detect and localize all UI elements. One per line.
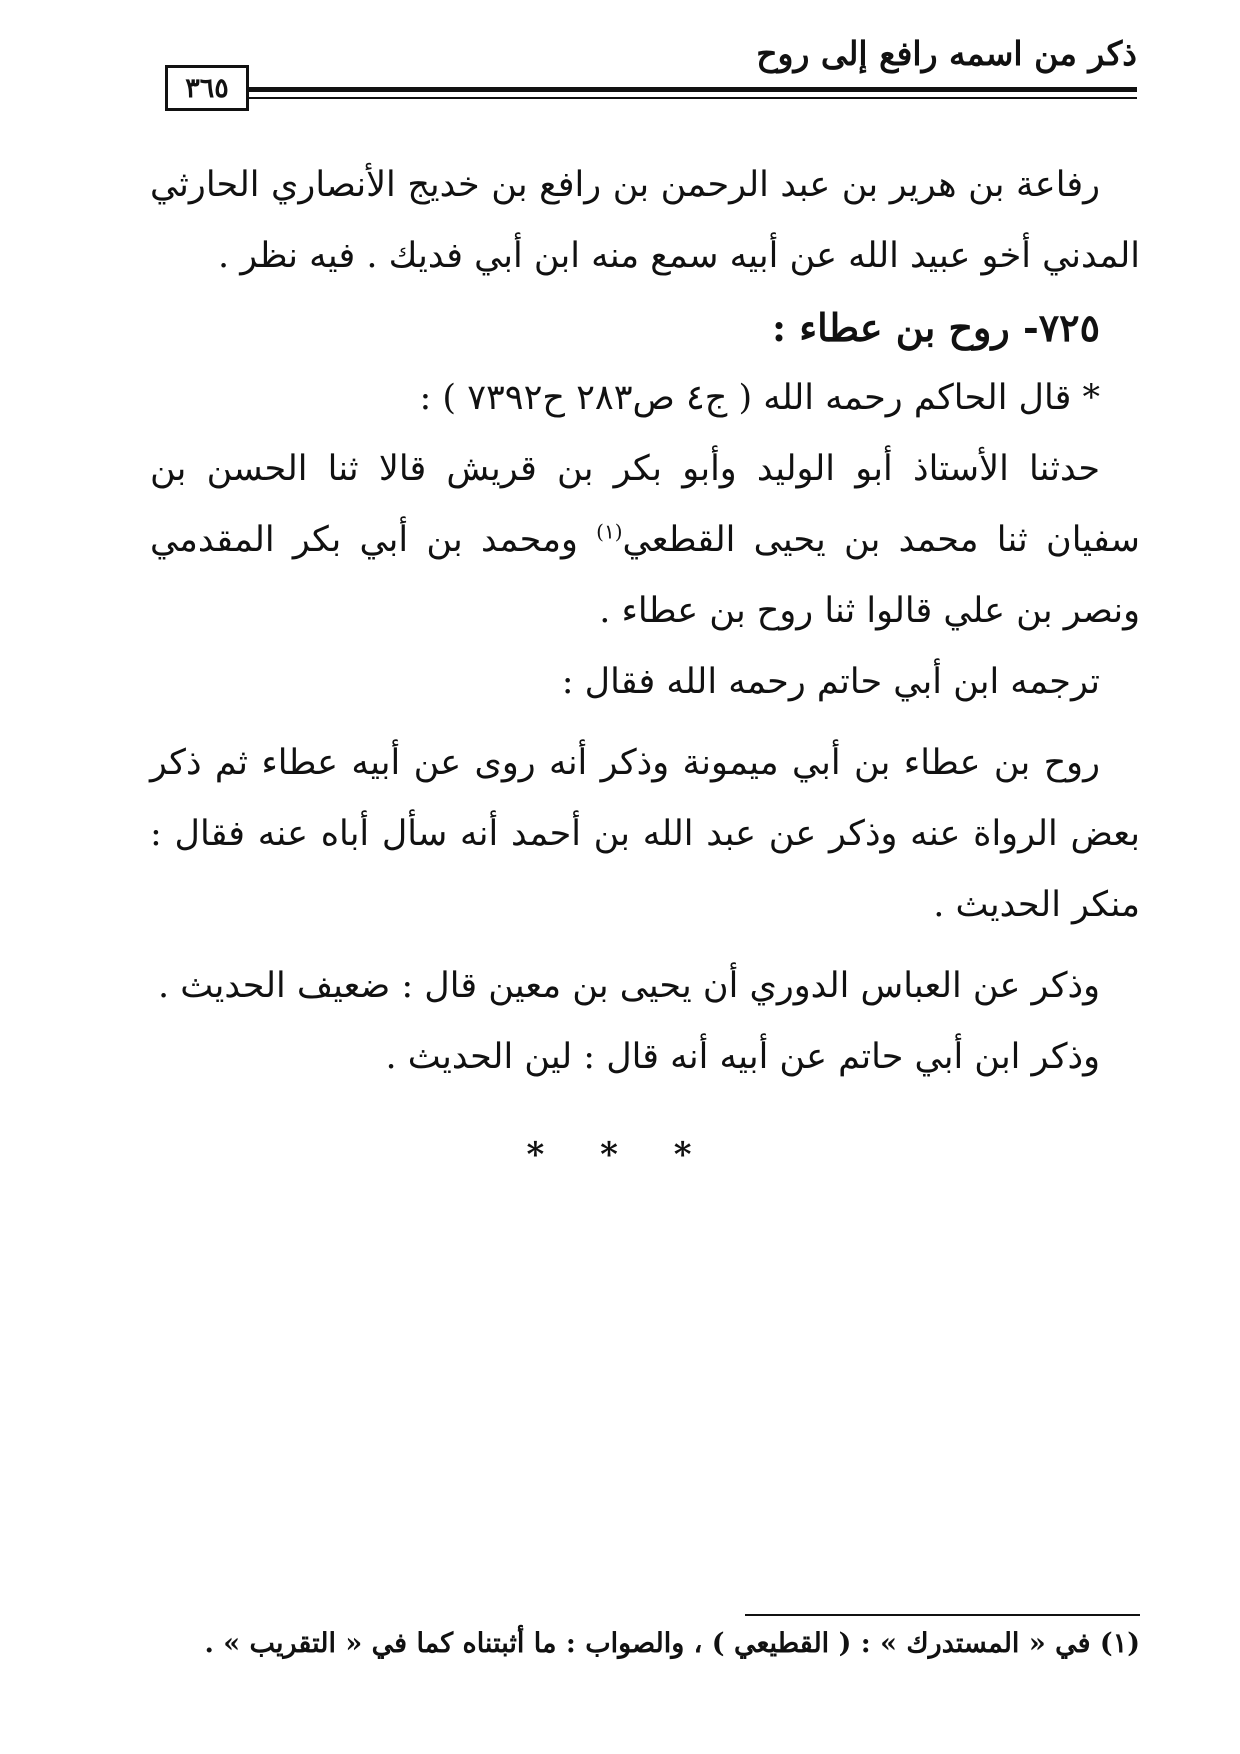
- abi-hatim-intro: ترجمه ابن أبي حاتم رحمه الله فقال :: [561, 662, 1100, 702]
- spacer: [150, 941, 1140, 951]
- header-rule-thin: [249, 97, 1137, 99]
- duri-quote: وذكر عن العباس الدوري أن يحيى بن معين قال : ضعيف الحديث .: [158, 966, 1100, 1006]
- running-header-title: ذكر من اسمه رافع إلى روح: [756, 34, 1137, 73]
- footnote: (١) في « المستدرك » : ( القطيعي ) ، والصواب : ما أثبتناه كما في « التقريب » .: [204, 1628, 1140, 1659]
- isnad-paragraph: [150, 434, 1140, 647]
- biography-paragraph: روح بن عطاء بن أبي ميمونة وذكر أنه روى عن أبيه عطاء ثم ذكر بعض الرواة عنه وذكر عن عبد الله بن أحمد أنه سأل أباه عنه فقال : منكر الحديث .: [150, 743, 1140, 925]
- footnote-rule: [745, 1614, 1140, 1616]
- page-number: ٣٦٥: [185, 72, 229, 104]
- section-separator: * * *: [526, 1135, 714, 1175]
- spacer: [150, 718, 1140, 728]
- isnad-text-1: حدثنا الأستاذ أبو الوليد وأبو بكر بن قريش قالا ثنا الحسن بن سفيان ثنا محمد بن يحيى القطعي: [150, 449, 1140, 560]
- hakim-citation: * قال الحاكم رحمه الله ( ج٤ ص٢٨٣ ح٧٣٩٢ ) :: [419, 378, 1100, 418]
- isnad-text-2: ومحمد بن أبي بكر المقدمي ونصر بن علي قالوا ثنا روح بن عطاء .: [150, 520, 1140, 631]
- father-quote: وذكر ابن أبي حاتم عن أبيه أنه قال : لين الحديث .: [385, 1037, 1100, 1077]
- page-number-box: [165, 65, 249, 111]
- entry-heading: ٧٢٥- روح بن عطاء :: [772, 305, 1100, 350]
- footnote-ref: (١): [596, 519, 623, 544]
- main-text: [150, 150, 1140, 1093]
- header-rule: [249, 87, 1137, 92]
- paragraph-rifaa: رفاعة بن هرير بن عبد الرحمن بن رافع بن خديج الأنصاري الحارثي المدني أخو عبيد الله عن أبيه سمع منه ابن أبي فديك . فيه نظر .: [150, 165, 1140, 276]
